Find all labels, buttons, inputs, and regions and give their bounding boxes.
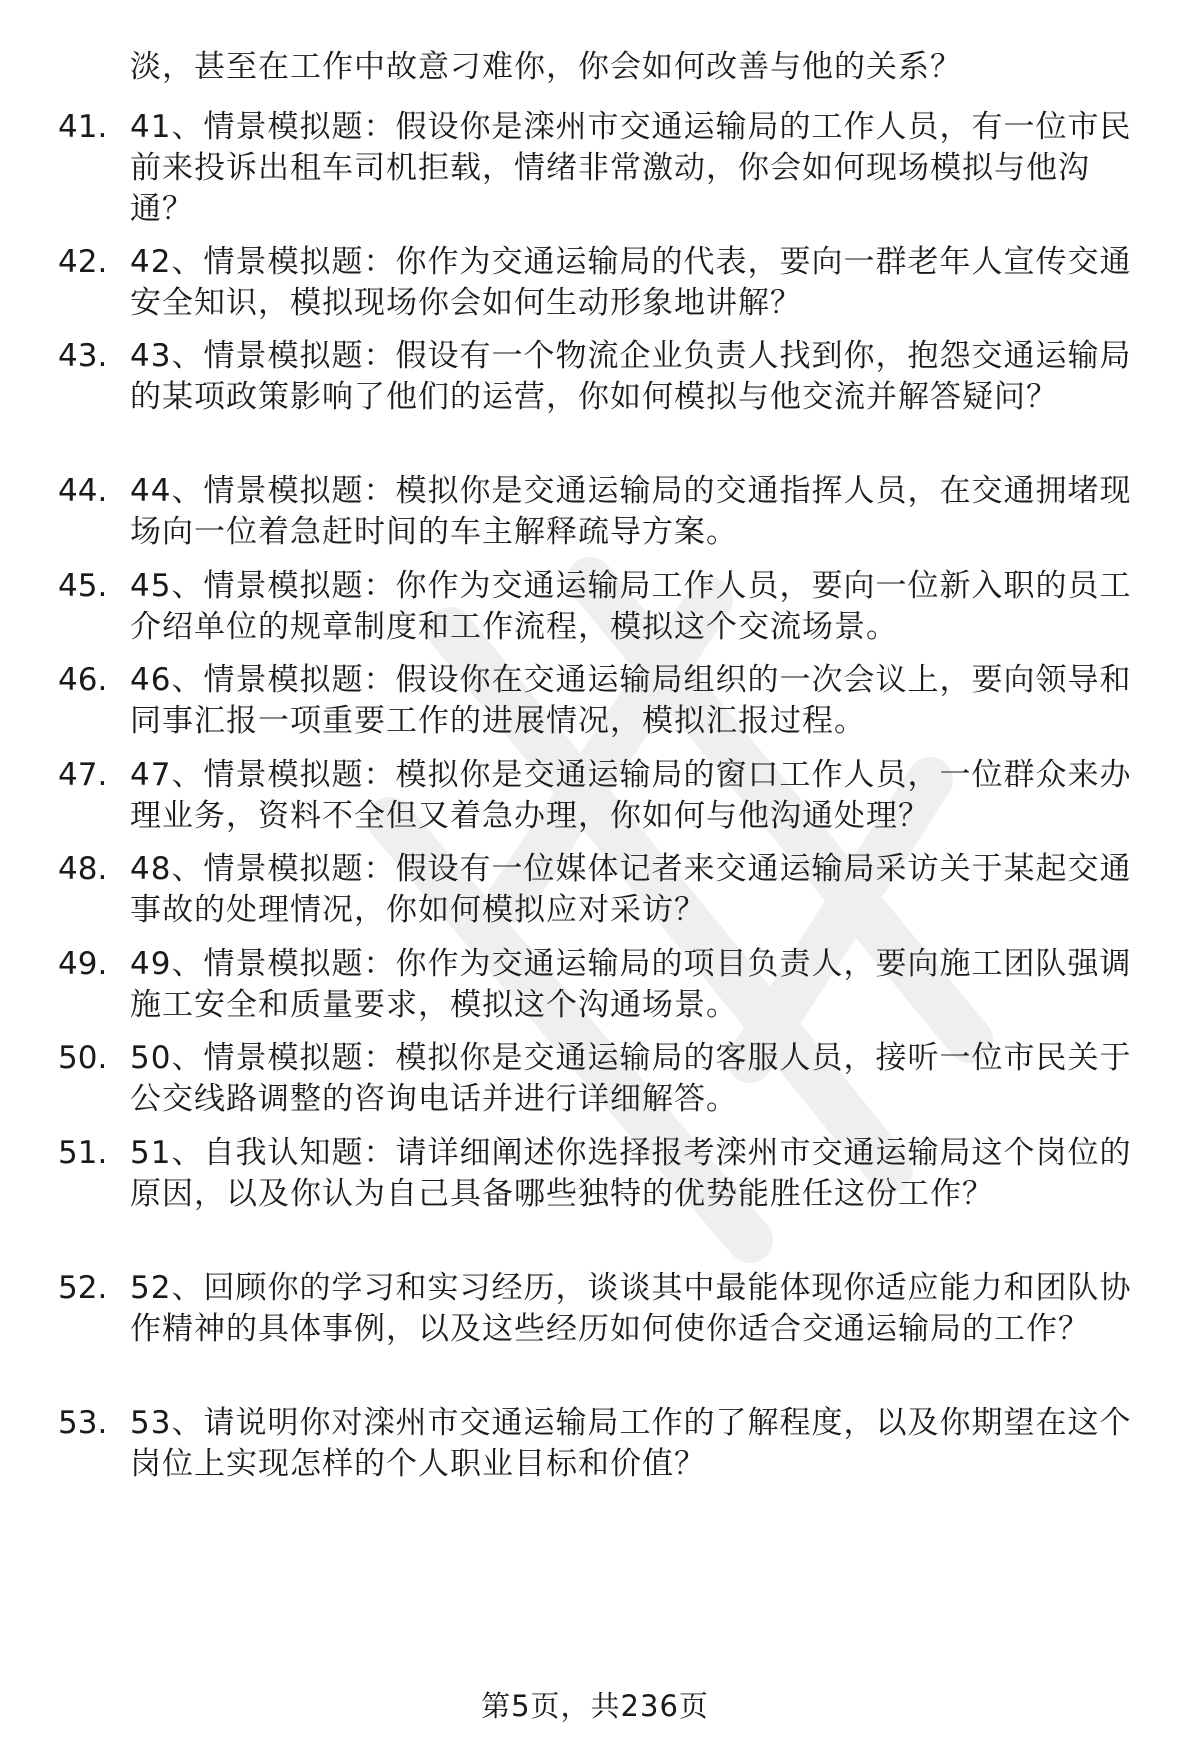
continued-question-text: 淡，甚至在工作中故意刁难你，你会如何改善与他的关系？	[130, 49, 962, 85]
item-number: 41.	[58, 109, 108, 145]
item-number: 44.	[58, 473, 108, 509]
item-text: 43、情景模拟题：假设有一个物流企业负责人找到你，抱怨交通运输局的某项政策影响了他们的运营，你如何模拟与他交流并解答疑问？	[130, 338, 1132, 415]
item-text: 48、情景模拟题：假设有一位媒体记者来交通运输局采访关于某起交通事故的处理情况，你如何模拟应对采访？	[130, 851, 1132, 928]
item-text: 41、情景模拟题：假设你是滦州市交通运输局的工作人员，有一位市民前来投诉出租车司机拒载，情绪非常激动，你会如何现场模拟与他沟通？	[130, 109, 1132, 227]
item-number: 45.	[58, 568, 108, 604]
item-number: 48.	[58, 851, 108, 887]
item-text: 49、情景模拟题：你作为交通运输局的项目负责人，要向施工团队强调施工安全和质量要求，模拟这个沟通场景。	[130, 946, 1132, 1023]
item-number: 46.	[58, 662, 108, 698]
item-number: 53.	[58, 1405, 108, 1441]
item-number: 52.	[58, 1270, 108, 1306]
item-text: 42、情景模拟题：你作为交通运输局的代表，要向一群老年人宣传交通安全知识，模拟现场你会如何生动形象地讲解？	[130, 244, 1132, 321]
item-text: 45、情景模拟题：你作为交通运输局工作人员，要向一位新入职的员工介绍单位的规章制度和工作流程，模拟这个交流场景。	[130, 568, 1132, 645]
item-text: 44、情景模拟题：模拟你是交通运输局的交通指挥人员，在交通拥堵现场向一位着急赶时间的车主解释疏导方案。	[130, 473, 1132, 550]
item-number: 42.	[58, 244, 108, 280]
item-number: 50.	[58, 1040, 108, 1076]
item-text: 47、情景模拟题：模拟你是交通运输局的窗口工作人员，一位群众来办理业务，资料不全但又着急办理，你如何与他沟通处理？	[130, 757, 1132, 834]
item-number: 51.	[58, 1135, 108, 1171]
item-text: 51、自我认知题：请详细阐述你选择报考滦州市交通运输局这个岗位的原因，以及你认为自己具备哪些独特的优势能胜任这份工作？	[130, 1135, 1132, 1212]
item-text: 52、回顾你的学习和实习经历，谈谈其中最能体现你适应能力和团队协作精神的具体事例，以及这些经历如何使你适合交通运输局的工作？	[130, 1270, 1132, 1347]
item-text: 50、情景模拟题：模拟你是交通运输局的客服人员，接听一位市民关于公交线路调整的咨询电话并进行详细解答。	[130, 1040, 1132, 1117]
page-number-footer: 第5页，共236页	[481, 1689, 709, 1723]
item-text: 46、情景模拟题：假设你在交通运输局组织的一次会议上，要向领导和同事汇报一项重要工作的进展情况，模拟汇报过程。	[130, 662, 1132, 739]
item-number: 43.	[58, 338, 108, 374]
item-number: 49.	[58, 946, 108, 982]
item-text: 53、请说明你对滦州市交通运输局工作的了解程度，以及你期望在这个岗位上实现怎样的个人职业目标和价值？	[130, 1405, 1132, 1482]
item-number: 47.	[58, 757, 108, 793]
